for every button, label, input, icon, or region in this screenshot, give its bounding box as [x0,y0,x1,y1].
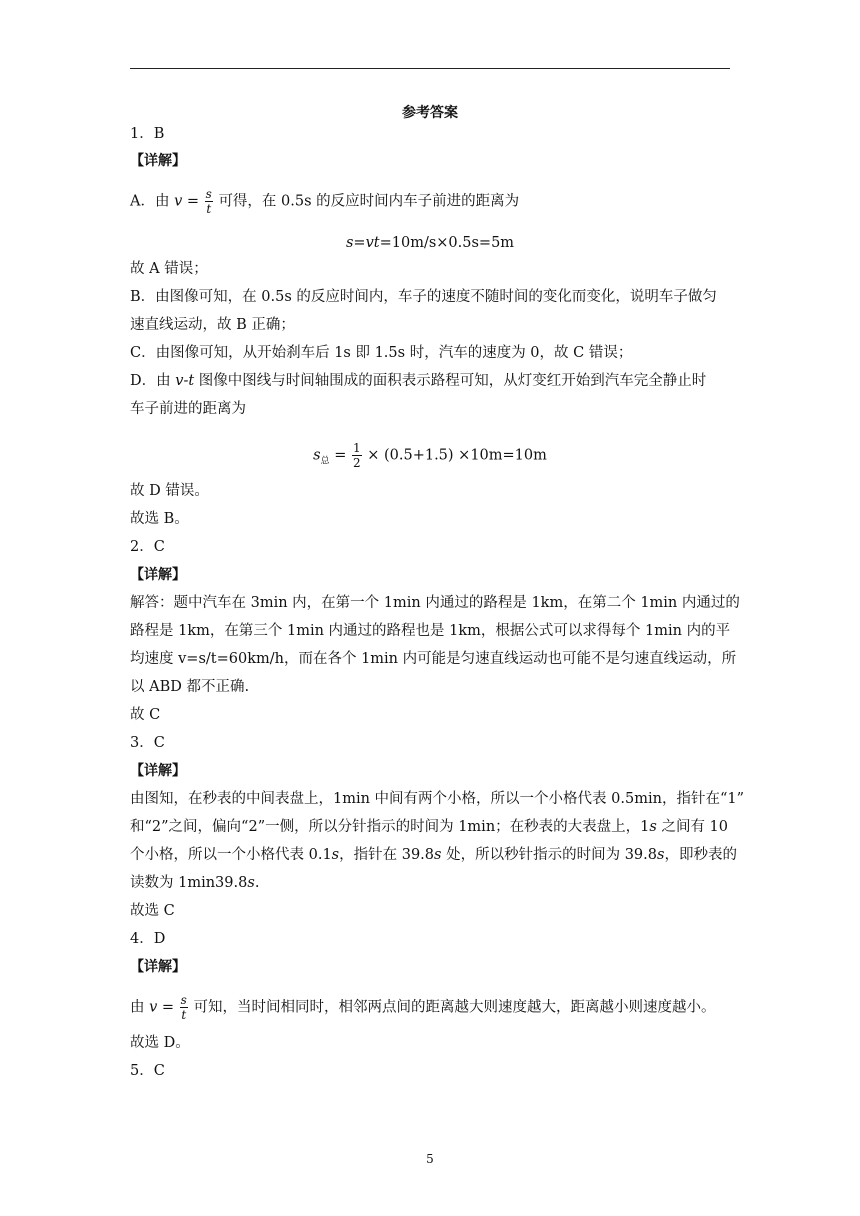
q1-answer: 1．B [130,126,165,142]
q4-detail-heading: 【详解】 [130,959,186,975]
q2-explanation-line: 均速度 v=s/t=60km/h，而在各个 1min 内可能是匀速直线运动也可能不是匀速直线运动，所 [130,651,737,667]
q2-explanation-line: 路程是 1km，在第三个 1min 内通过的路程也是 1km，根据公式可以求得每个 1min 内的平 [130,623,731,639]
q4-explanation: 由 v = $\frac{s}{t}$ 可知，当时间相同时，相邻两点间的距离越大则速度越大，距离越小则速度越小。 [130,993,716,1022]
q1-a-conclusion: 故 A 错误； [130,261,208,277]
q1-option-b-line1: B．由图像可知，在 0.5s 的反应时间内，车子的速度不随时间的变化而变化，说明车子做匀 [130,289,717,305]
page-number: 5 [426,1152,434,1166]
q3-explanation-line3: 个小格，所以一个小格代表 0.1s，指针在 39.8s 处，所以秒针指示的时间为 39.8s，即秒表的 [130,847,737,863]
q1-option-c: C．由图像可知，从开始刹车后 1s 即 1.5s 时，汽车的速度为 0，故 C 错误； [130,345,633,361]
q5-answer: 5．C [130,1063,165,1079]
header-rule [130,68,730,69]
speed-fraction: $\frac{s}{t}$ [205,187,212,216]
q1-choice: 故选 B。 [130,511,189,527]
page-title: 参考答案 [402,105,458,121]
q1-formula-d: $s_总$ = $\frac{1}{2}$ × (0.5+1.5) ×10m=10m [313,441,547,470]
q1-detail-heading: 【详解】 [130,153,186,169]
q3-choice: 故选 C [130,903,175,919]
q2-explanation-line: 解答：题中汽车在 3min 内，在第一个 1min 内通过的路程是 1km，在第二个 1min 内通过的 [130,595,740,611]
q1-option-d-line2: 车子前进的距离为 [130,401,246,417]
q2-explanation-line: 以 ABD 都不正确. [130,679,250,695]
q3-answer: 3．C [130,735,165,751]
q2-detail-heading: 【详解】 [130,567,186,583]
q3-explanation-line2: 和“2”之间，偏向“2”一侧，所以分针指示的时间为 1min；在秒表的大表盘上，1s 之间有 10 [130,819,729,835]
q2-choice: 故 C [130,707,161,723]
half-fraction: $\frac{1}{2}$ [352,441,361,470]
q1-formula-a: s=vt=10m/s×0.5s=5m [345,235,515,251]
q1-option-a: A．由 v = $\frac{s}{t}$ 可得，在 0.5s 的反应时间内车子前进的距离为 [130,187,520,216]
q3-explanation-line4: 读数为 1min39.8s. [130,875,260,891]
q3-explanation-line1: 由图知，在秒表的中间表盘上，1min 中间有两个小格，所以一个小格代表 0.5min，指针在“1” [130,791,745,807]
q3-detail-heading: 【详解】 [130,763,186,779]
q1-d-conclusion: 故 D 错误。 [130,483,209,499]
q2-answer: 2．C [130,539,165,555]
q4-choice: 故选 D。 [130,1035,190,1051]
speed-fraction: $\frac{s}{t}$ [180,993,187,1022]
q4-answer: 4．D [130,931,166,947]
q1-option-b-line2: 速直线运动，故 B 正确； [130,317,295,333]
q1-option-d-line1: D．由 v-t 图像中图线与时间轴围成的面积表示路程可知，从灯变红开始到汽车完全静止时 [130,373,707,389]
